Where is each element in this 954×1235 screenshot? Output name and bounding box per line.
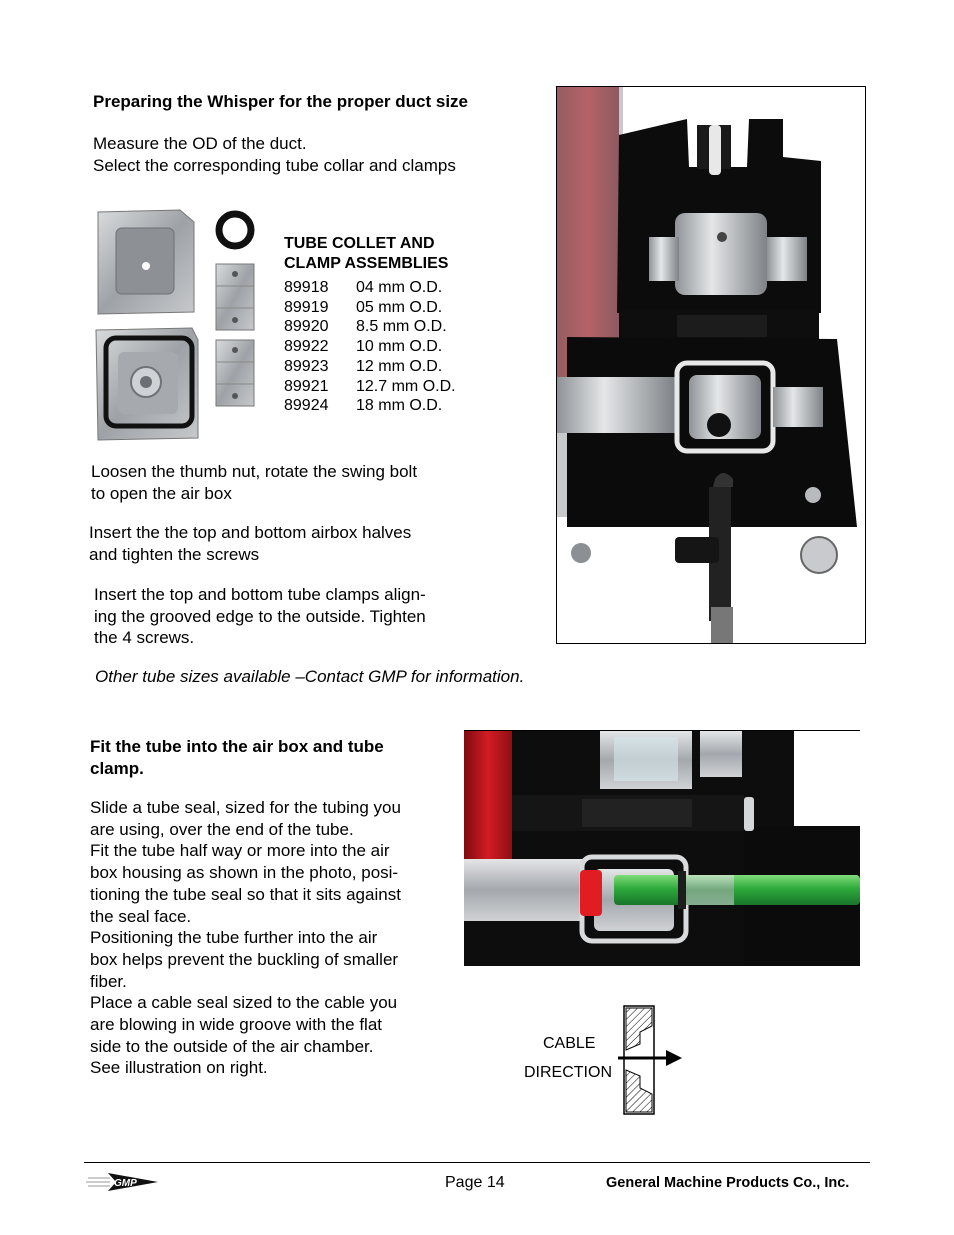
section2-text	[90, 797, 401, 1079]
table-row	[284, 298, 456, 318]
part-size: 12.7 mm O.D.	[356, 377, 456, 395]
section1-heading: Preparing the Whisper for the proper duct size	[93, 92, 468, 111]
step-loosen	[91, 461, 417, 504]
table-row	[284, 377, 456, 397]
text-line: Loosen the thumb nut, rotate the swing bolt	[91, 462, 418, 481]
table-row	[284, 317, 456, 337]
company-name: General Machine Products Co., Inc.	[606, 1175, 850, 1191]
part-size: 12 mm O.D.	[356, 357, 443, 375]
diagram-label-cable: CABLE	[543, 1035, 596, 1052]
part-number: 89921	[284, 377, 329, 395]
text-line: Place a cable seal sized to the cable you	[90, 993, 398, 1013]
section1-text	[93, 133, 456, 176]
part-number: 89924	[284, 397, 329, 415]
text-line: to open the air box	[91, 483, 232, 503]
part-number: 89918	[284, 279, 329, 296]
part-size: 10 mm O.D.	[356, 338, 443, 356]
other-sizes-note: Other tube sizes available –Contact GMP for information.	[95, 667, 525, 686]
tube-in-airbox-photo	[464, 731, 860, 966]
table-title-line: TUBE COLLET AND	[284, 235, 435, 252]
part-number: 89923	[284, 357, 329, 375]
text-line: Insert the top and bottom tube clamps align-	[94, 585, 426, 604]
text-line: the seal face.	[90, 906, 192, 926]
text-line: are blowing in wide groove with the flat	[90, 1015, 382, 1035]
part-size: 18 mm O.D.	[356, 397, 443, 415]
footer-rule	[84, 1162, 870, 1163]
table-row	[284, 278, 456, 298]
text-line: fiber.	[90, 971, 127, 991]
text-line: See illustration on right.	[90, 1058, 268, 1078]
table-title	[284, 234, 448, 273]
text-line: Select the corresponding tube collar and clamps	[93, 155, 456, 175]
text-line: Positioning the tube further into the air	[90, 928, 378, 948]
text-line: are using, over the end of the tube.	[90, 819, 354, 839]
text-line: tioning the tube seal so that it sits against	[90, 884, 401, 904]
table-row	[284, 396, 456, 416]
text-line: Insert the the top and bottom airbox halves	[89, 523, 412, 542]
text-line: box helps prevent the buckling of smaller	[90, 949, 399, 969]
table-row	[284, 337, 456, 357]
part-size: 8.5 mm O.D.	[356, 318, 447, 336]
parts-table	[284, 278, 456, 416]
gmp-logo	[86, 1170, 162, 1194]
part-number: 89920	[284, 318, 329, 336]
part-number: 89919	[284, 298, 329, 316]
table-title-line: CLAMP ASSEMBLIES	[284, 254, 449, 272]
heading-line: clamp.	[90, 758, 144, 778]
cable-seal-svg	[516, 1002, 696, 1118]
collet-parts-photo	[94, 206, 266, 442]
page-number: Page 14	[445, 1174, 505, 1191]
text-line: ing the grooved edge to the outside. Tighten	[94, 606, 426, 626]
text-line: Slide a tube seal, sized for the tubing you	[90, 798, 401, 817]
text-line: Fit the tube half way or more into the air	[90, 841, 390, 861]
text-line: box housing as shown in the photo, posi-	[90, 863, 399, 883]
text-line: Measure the OD of the duct.	[93, 134, 307, 153]
table-row	[284, 357, 456, 377]
part-number: 89922	[284, 338, 329, 356]
part-size: 04 mm O.D.	[356, 279, 443, 296]
heading-line: Fit the tube into the air box and tube	[90, 737, 384, 756]
diagram-label-direction: DIRECTION	[524, 1064, 612, 1081]
text-line: side to the outside of the air chamber.	[90, 1036, 374, 1056]
logo-text: GMP	[114, 1178, 137, 1189]
step-insert-clamps	[94, 584, 426, 649]
airbox-open-photo	[556, 86, 866, 644]
cable-seal-diagram	[516, 1002, 696, 1118]
section2-heading	[90, 736, 384, 779]
step-insert-airbox	[89, 522, 411, 565]
part-size: 05 mm O.D.	[356, 298, 443, 316]
text-line: the 4 screws.	[94, 628, 195, 648]
text-line: and tighten the screws	[89, 544, 260, 564]
